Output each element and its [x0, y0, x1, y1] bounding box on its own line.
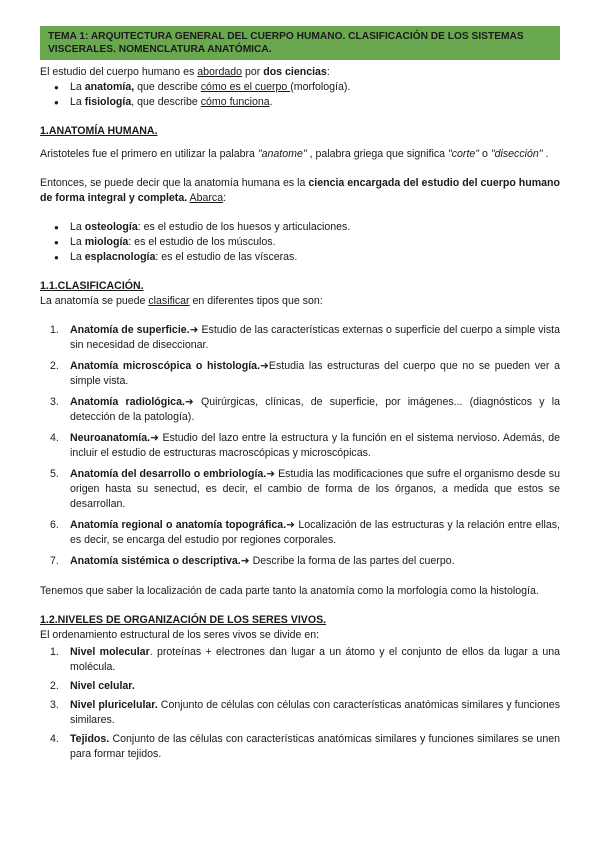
list-item: ● La anatomía, que describe cómo es el cuerpo (morfología).: [40, 80, 560, 95]
intro-list: [40, 80, 560, 110]
definition-paragraph: Entonces, se puede decir que la anatomía humana es la ciencia encargada del estudio del cuerpo humano de forma integral y completa. Abarca:: [40, 177, 560, 204]
document-page: [40, 26, 560, 762]
list-item: 4. Tejidos. Conjunto de las células con características anatómicas similares y funciones similares se unen para formar tejidos.: [50, 733, 560, 760]
list-item: 4. Neuroanatomía.➜ Estudio del lazo entre la estructura y la función en el sistema nervioso. Además, de incluir el estudio de estructuras macroscópicas y microscópicas.: [50, 432, 560, 459]
section-heading-niveles: 1.2.NIVELES DE ORGANIZACIÓN DE LOS SERES VIVOS.: [40, 614, 327, 626]
section-heading-clasificacion: 1.1.CLASIFICACIÓN.: [40, 280, 144, 292]
aristoteles-paragraph: Aristoteles fue el primero en utilizar la palabra "anatome" , palabra griega que significa "corte" o "disección" .: [40, 148, 549, 160]
clasificacion-intro: La anatomía se puede clasificar en diferentes tipos que son:: [40, 295, 323, 307]
niveles-list: [40, 645, 560, 762]
niveles-intro: El ordenamiento estructural de los seres vivos se divide en:: [40, 629, 320, 641]
anatomia-branches-list: [40, 220, 560, 265]
intro-paragraph: El estudio del cuerpo humano es abordado por dos ciencias:: [40, 66, 330, 78]
list-item: ● La osteología: es el estudio de los huesos y articulaciones.: [40, 220, 560, 235]
closing-paragraph: Tenemos que saber la localización de cada parte tanto la anatomía como la morfología como la histología.: [40, 585, 539, 597]
list-item: 1. Nivel molecular. proteínas + electrones dan lugar a un átomo y el conjunto de ellos da lugar a una molécula.: [50, 646, 560, 673]
list-item: ● La miología: es el estudio de los músculos.: [40, 235, 560, 250]
section-heading-anatomia: 1.ANATOMÍA HUMANA.: [40, 125, 158, 137]
list-item: 2. Anatomía microscópica o histología.➜Estudia las estructuras del cuerpo que no se pueden ver a simple vista.: [50, 360, 560, 387]
list-item: ● La fisiología, que describe cómo funciona.: [40, 95, 560, 110]
list-item: ● La esplacnología: es el estudio de las vísceras.: [40, 250, 560, 265]
list-item: 3. Nivel pluricelular. Conjunto de células con células con características anatómicas similares y funciones similares.: [50, 699, 560, 726]
list-item: 6. Anatomía regional o anatomía topográfica.➜ Localización de las estructuras y la relación entre ellas, es decir, se encarga del estudio por regiones corporales.: [50, 519, 560, 546]
list-item: 5. Anatomía del desarrollo o embriología.➜ Estudia las modificaciones que sufre el organismo desde su origen hasta su senectud, es decir, el cambio de forma de los órganos, a medida que estos se desarrollan.: [50, 468, 560, 510]
clasificacion-list: [40, 323, 560, 569]
list-item: 3. Anatomía radiológica.➜ Quirúrgicas, clínicas, de superficie, por imágenes... (diagnósticos y la detección de la patología).: [50, 396, 561, 423]
list-item: 2. Nivel celular.: [50, 680, 135, 692]
document-title: TEMA 1: ARQUITECTURA GENERAL DEL CUERPO HUMANO. CLASIFICACIÓN DE LOS SISTEMAS VISCERALES. NOMENCLATURA ANATÓMICA.: [40, 26, 560, 60]
list-item: 7. Anatomía sistémica o descriptiva.➜ Describe la forma de las partes del cuerpo.: [50, 555, 455, 567]
list-item: 1. Anatomía de superficie.➜ Estudio de las características externas o superficie del cuerpo a simple vista sin necesidad de diseccionar.: [50, 324, 560, 351]
